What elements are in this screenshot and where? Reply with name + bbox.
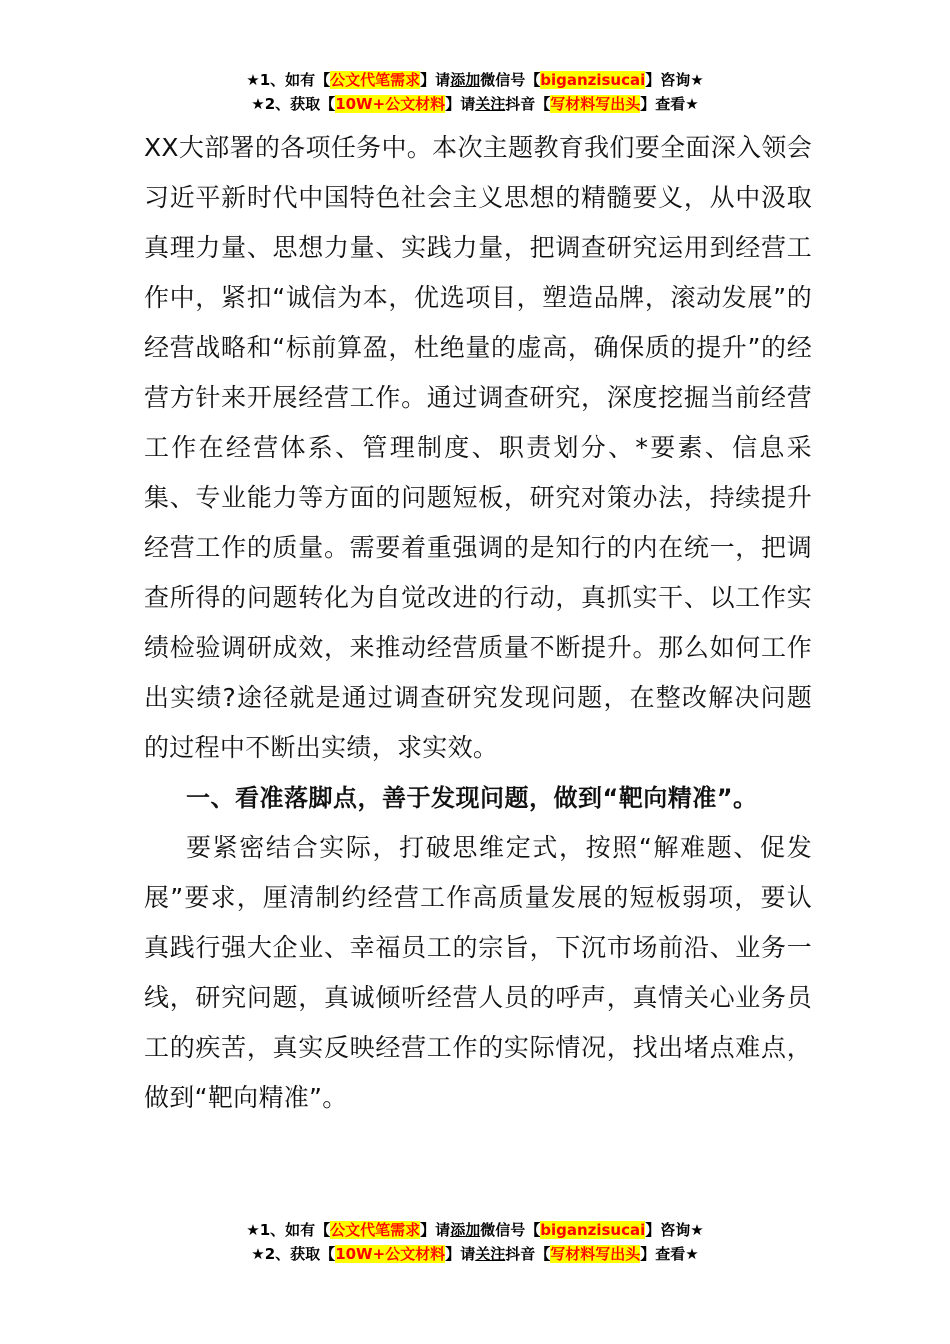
footer-banner	[0, 1218, 950, 1266]
banner-text: 】请	[420, 71, 451, 89]
banner-text: 】查看★	[640, 95, 699, 113]
banner-text: 抖音【	[505, 95, 551, 113]
banner-text: 】请	[420, 1221, 451, 1239]
banner-line-1	[0, 68, 950, 92]
banner-text: ★1、如有【	[246, 71, 331, 89]
banner-highlight: 公文代笔需求	[330, 71, 421, 89]
banner-highlight: 10W+公文材料	[335, 1245, 446, 1263]
banner-highlight: 公文代笔需求	[330, 1221, 421, 1239]
banner-highlight: 写材料写出头	[550, 95, 641, 113]
banner-underlined-text: 添加	[450, 1221, 481, 1239]
banner-text: 抖音【	[505, 1245, 551, 1263]
banner-underlined-text: 关注	[475, 1245, 506, 1263]
banner-highlight: biganzisucai	[540, 1221, 646, 1239]
banner-text: 微信号【	[480, 1221, 541, 1239]
banner-text: 】查看★	[640, 1245, 699, 1263]
banner-line-2	[0, 92, 950, 116]
banner-underlined-text: 关注	[475, 95, 506, 113]
banner-line-2	[0, 1242, 950, 1266]
section-heading: 一、看准落脚点，善于发现问题，做到“靶向精准”。	[186, 784, 758, 812]
banner-text: 微信号【	[480, 71, 541, 89]
banner-text: 】请	[445, 1245, 476, 1263]
banner-text: 】请	[445, 95, 476, 113]
banner-underlined-text: 添加	[450, 71, 481, 89]
banner-text: 】咨询★	[645, 71, 704, 89]
body-paragraph: 要紧密结合实际，打破思维定式，按照“解难题、促发展”要求，厘清制约经营工作高质量发展的短板弱项，要认真践行强大企业、幸福员工的宗旨，下沉市场前沿、业务一线，研究问题，真诚倾听经营人员的呼声，真情关心业务员工的疾苦，真实反映经营工作的实际情况，找出堵点难点，做到“靶向精准”。	[144, 833, 812, 1112]
body-paragraph: XX大部署的各项任务中。本次主题教育我们要全面深入领会习近平新时代中国特色社会主义思想的精髓要义，从中汲取真理力量、思想力量、实践力量，把调查研究运用到经营工作中，紧扣“诚信为本，优选项目，塑造品牌，滚动发展”的经营战略和“标前算盈，杜绝量的虚高，确保质的提升”的经营方针来开展经营工作。通过调查研究，深度挖掘当前经营工作在经营体系、管理制度、职责划分、*要素、信息采集、专业能力等方面的问题短板，研究对策办法，持续提升经营工作的质量。需要着重强调的是知行的内在统一，把调查所得的问题转化为自觉改进的行动，真抓实干、以工作实绩检验调研成效，来推动经营质量不断提升。那么如何工作出实绩?途径就是通过调查研究发现问题，在整改解决问题的过程中不断出实绩，求实效。	[144, 133, 812, 762]
banner-text: ★1、如有【	[246, 1221, 331, 1239]
banner-text: ★2、获取【	[251, 1245, 336, 1263]
banner-highlight: 10W+公文材料	[335, 95, 446, 113]
document-body	[144, 123, 812, 1123]
header-banner	[0, 68, 950, 116]
banner-text: ★2、获取【	[251, 95, 336, 113]
banner-highlight: 写材料写出头	[550, 1245, 641, 1263]
banner-highlight: biganzisucai	[540, 71, 646, 89]
banner-line-1	[0, 1218, 950, 1242]
banner-text: 】咨询★	[645, 1221, 704, 1239]
